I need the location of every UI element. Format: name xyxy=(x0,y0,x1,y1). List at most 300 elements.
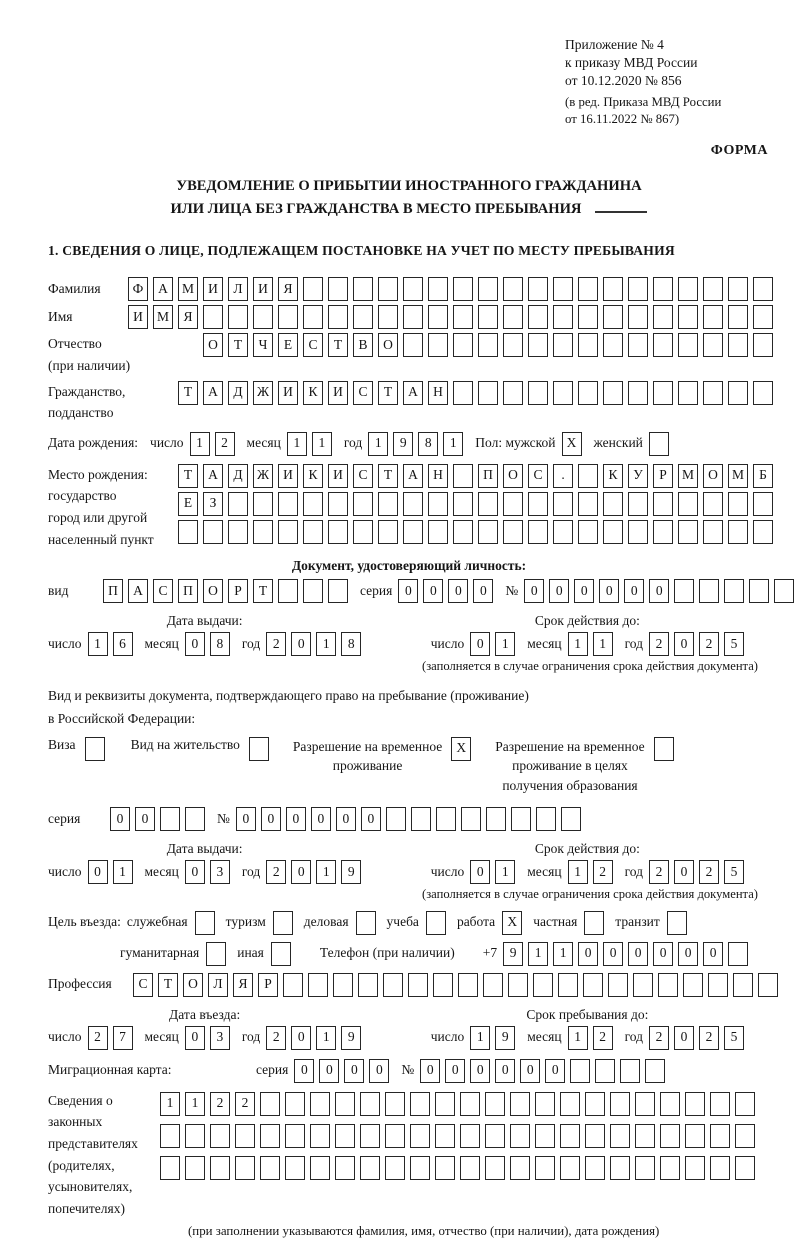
char-cell[interactable] xyxy=(185,807,205,831)
char-cell[interactable]: Т xyxy=(253,579,273,603)
char-cell[interactable] xyxy=(328,277,348,301)
tourism-checkbox[interactable] xyxy=(273,911,293,935)
char-cell[interactable] xyxy=(478,520,498,544)
char-cell[interactable] xyxy=(635,1156,655,1180)
char-cell[interactable] xyxy=(403,333,423,357)
char-cell[interactable] xyxy=(685,1156,705,1180)
char-cell[interactable]: 1 xyxy=(443,432,463,456)
permit-issue-year-cells[interactable] xyxy=(266,860,361,884)
char-cell[interactable]: Я xyxy=(178,305,198,329)
char-cell[interactable]: 9 xyxy=(495,1026,515,1050)
char-cell[interactable] xyxy=(703,277,723,301)
char-cell[interactable] xyxy=(195,911,215,935)
char-cell[interactable] xyxy=(578,464,598,488)
permit-expiry-month-cells[interactable] xyxy=(568,860,613,884)
char-cell[interactable] xyxy=(353,492,373,516)
char-cell[interactable] xyxy=(645,1059,665,1083)
char-cell[interactable] xyxy=(335,1156,355,1180)
char-cell[interactable] xyxy=(728,492,748,516)
char-cell[interactable]: 2 xyxy=(215,432,235,456)
char-cell[interactable] xyxy=(753,520,773,544)
char-cell[interactable] xyxy=(328,579,348,603)
char-cell[interactable] xyxy=(353,520,373,544)
char-cell[interactable] xyxy=(658,973,678,997)
char-cell[interactable]: 7 xyxy=(113,1026,133,1050)
char-cell[interactable] xyxy=(710,1124,730,1148)
char-cell[interactable] xyxy=(628,305,648,329)
char-cell[interactable] xyxy=(603,381,623,405)
char-cell[interactable]: X xyxy=(502,911,522,935)
char-cell[interactable]: О xyxy=(203,333,223,357)
char-cell[interactable]: 9 xyxy=(341,860,361,884)
char-cell[interactable] xyxy=(283,973,303,997)
char-cell[interactable]: 0 xyxy=(423,579,443,603)
char-cell[interactable] xyxy=(478,492,498,516)
char-cell[interactable]: А xyxy=(403,464,423,488)
char-cell[interactable] xyxy=(678,520,698,544)
char-cell[interactable]: 2 xyxy=(699,1026,719,1050)
char-cell[interactable]: 2 xyxy=(266,1026,286,1050)
business-checkbox[interactable] xyxy=(356,911,376,935)
char-cell[interactable] xyxy=(578,277,598,301)
char-cell[interactable] xyxy=(560,1156,580,1180)
char-cell[interactable] xyxy=(685,1124,705,1148)
representatives-row3-cells[interactable] xyxy=(160,1156,755,1180)
phone-cells[interactable] xyxy=(503,942,748,966)
char-cell[interactable] xyxy=(458,973,478,997)
char-cell[interactable] xyxy=(653,492,673,516)
char-cell[interactable] xyxy=(610,1124,630,1148)
char-cell[interactable]: 0 xyxy=(294,1059,314,1083)
char-cell[interactable] xyxy=(428,333,448,357)
char-cell[interactable] xyxy=(486,807,506,831)
char-cell[interactable] xyxy=(210,1156,230,1180)
char-cell[interactable]: 1 xyxy=(568,860,588,884)
char-cell[interactable] xyxy=(678,492,698,516)
char-cell[interactable] xyxy=(435,1156,455,1180)
study-checkbox[interactable] xyxy=(426,911,446,935)
char-cell[interactable]: 1 xyxy=(316,632,336,656)
birthplace-row3-cells[interactable] xyxy=(178,520,773,544)
char-cell[interactable]: Д xyxy=(228,381,248,405)
char-cell[interactable]: М xyxy=(728,464,748,488)
char-cell[interactable] xyxy=(678,381,698,405)
char-cell[interactable]: 0 xyxy=(445,1059,465,1083)
char-cell[interactable]: И xyxy=(253,277,273,301)
char-cell[interactable]: 2 xyxy=(699,860,719,884)
char-cell[interactable] xyxy=(485,1124,505,1148)
char-cell[interactable]: Н xyxy=(428,381,448,405)
char-cell[interactable] xyxy=(635,1124,655,1148)
char-cell[interactable] xyxy=(749,579,769,603)
char-cell[interactable]: 1 xyxy=(470,1026,490,1050)
char-cell[interactable] xyxy=(578,381,598,405)
char-cell[interactable] xyxy=(85,737,105,761)
char-cell[interactable] xyxy=(585,1124,605,1148)
stay-year-cells[interactable] xyxy=(649,1026,744,1050)
char-cell[interactable]: 0 xyxy=(473,579,493,603)
permit-issue-month-cells[interactable] xyxy=(185,860,230,884)
char-cell[interactable] xyxy=(578,492,598,516)
char-cell[interactable]: Р xyxy=(653,464,673,488)
char-cell[interactable]: Т xyxy=(178,464,198,488)
char-cell[interactable]: 0 xyxy=(524,579,544,603)
char-cell[interactable] xyxy=(426,911,446,935)
female-checkbox[interactable] xyxy=(649,432,669,456)
char-cell[interactable] xyxy=(328,305,348,329)
char-cell[interactable]: 0 xyxy=(649,579,669,603)
char-cell[interactable]: К xyxy=(303,464,323,488)
char-cell[interactable] xyxy=(585,1092,605,1116)
char-cell[interactable] xyxy=(503,520,523,544)
char-cell[interactable] xyxy=(453,305,473,329)
char-cell[interactable] xyxy=(403,520,423,544)
char-cell[interactable] xyxy=(253,305,273,329)
char-cell[interactable]: Т xyxy=(158,973,178,997)
char-cell[interactable] xyxy=(703,492,723,516)
char-cell[interactable] xyxy=(249,737,269,761)
char-cell[interactable]: М xyxy=(678,464,698,488)
char-cell[interactable] xyxy=(560,1124,580,1148)
char-cell[interactable]: Н xyxy=(428,464,448,488)
char-cell[interactable]: 0 xyxy=(291,1026,311,1050)
id-issue-month-cells[interactable] xyxy=(185,632,230,656)
char-cell[interactable] xyxy=(535,1092,555,1116)
char-cell[interactable] xyxy=(603,333,623,357)
permit-series-cells[interactable] xyxy=(110,807,205,831)
char-cell[interactable] xyxy=(273,911,293,935)
char-cell[interactable] xyxy=(774,579,794,603)
char-cell[interactable]: 1 xyxy=(553,942,573,966)
char-cell[interactable] xyxy=(703,520,723,544)
char-cell[interactable]: 9 xyxy=(341,1026,361,1050)
char-cell[interactable] xyxy=(460,1124,480,1148)
char-cell[interactable] xyxy=(408,973,428,997)
char-cell[interactable]: 0 xyxy=(135,807,155,831)
char-cell[interactable]: Я xyxy=(233,973,253,997)
char-cell[interactable] xyxy=(160,1156,180,1180)
char-cell[interactable] xyxy=(508,973,528,997)
char-cell[interactable]: 0 xyxy=(495,1059,515,1083)
char-cell[interactable] xyxy=(678,305,698,329)
char-cell[interactable] xyxy=(353,305,373,329)
char-cell[interactable] xyxy=(753,277,773,301)
char-cell[interactable] xyxy=(510,1156,530,1180)
char-cell[interactable]: 0 xyxy=(185,632,205,656)
char-cell[interactable] xyxy=(478,305,498,329)
representatives-row2-cells[interactable] xyxy=(160,1124,755,1148)
char-cell[interactable]: А xyxy=(403,381,423,405)
char-cell[interactable] xyxy=(733,973,753,997)
char-cell[interactable]: С xyxy=(528,464,548,488)
char-cell[interactable] xyxy=(428,520,448,544)
char-cell[interactable] xyxy=(570,1059,590,1083)
char-cell[interactable]: О xyxy=(203,579,223,603)
char-cell[interactable] xyxy=(728,381,748,405)
char-cell[interactable]: 8 xyxy=(418,432,438,456)
char-cell[interactable]: У xyxy=(628,464,648,488)
char-cell[interactable]: 0 xyxy=(185,1026,205,1050)
char-cell[interactable] xyxy=(435,1124,455,1148)
char-cell[interactable] xyxy=(510,1092,530,1116)
char-cell[interactable] xyxy=(203,305,223,329)
char-cell[interactable] xyxy=(758,973,778,997)
char-cell[interactable]: 0 xyxy=(236,807,256,831)
char-cell[interactable]: 0 xyxy=(319,1059,339,1083)
char-cell[interactable] xyxy=(285,1156,305,1180)
char-cell[interactable] xyxy=(628,277,648,301)
char-cell[interactable]: 0 xyxy=(448,579,468,603)
char-cell[interactable] xyxy=(378,305,398,329)
char-cell[interactable] xyxy=(728,520,748,544)
char-cell[interactable]: 2 xyxy=(593,860,613,884)
char-cell[interactable] xyxy=(428,277,448,301)
char-cell[interactable] xyxy=(503,492,523,516)
char-cell[interactable] xyxy=(533,973,553,997)
char-cell[interactable] xyxy=(633,973,653,997)
char-cell[interactable] xyxy=(335,1092,355,1116)
char-cell[interactable] xyxy=(260,1092,280,1116)
permit-expiry-year-cells[interactable] xyxy=(649,860,744,884)
id-issue-day-cells[interactable] xyxy=(88,632,133,656)
char-cell[interactable]: 0 xyxy=(603,942,623,966)
char-cell[interactable] xyxy=(303,277,323,301)
char-cell[interactable] xyxy=(303,520,323,544)
char-cell[interactable]: 5 xyxy=(724,1026,744,1050)
char-cell[interactable] xyxy=(253,492,273,516)
char-cell[interactable] xyxy=(235,1156,255,1180)
char-cell[interactable] xyxy=(553,277,573,301)
char-cell[interactable]: 1 xyxy=(316,860,336,884)
char-cell[interactable] xyxy=(735,1124,755,1148)
char-cell[interactable] xyxy=(308,973,328,997)
char-cell[interactable] xyxy=(271,942,291,966)
char-cell[interactable]: 1 xyxy=(528,942,548,966)
char-cell[interactable] xyxy=(628,333,648,357)
char-cell[interactable] xyxy=(635,1092,655,1116)
char-cell[interactable]: 8 xyxy=(210,632,230,656)
char-cell[interactable]: А xyxy=(203,464,223,488)
char-cell[interactable] xyxy=(303,579,323,603)
char-cell[interactable] xyxy=(649,432,669,456)
id-expiry-day-cells[interactable] xyxy=(470,632,515,656)
char-cell[interactable] xyxy=(461,807,481,831)
char-cell[interactable] xyxy=(260,1156,280,1180)
surname-cells[interactable] xyxy=(128,277,773,301)
patronymic-cells[interactable] xyxy=(203,333,773,357)
citizenship-cells[interactable] xyxy=(178,381,773,405)
char-cell[interactable]: Т xyxy=(378,464,398,488)
char-cell[interactable]: С xyxy=(133,973,153,997)
char-cell[interactable] xyxy=(628,492,648,516)
char-cell[interactable]: 0 xyxy=(344,1059,364,1083)
char-cell[interactable] xyxy=(360,1124,380,1148)
char-cell[interactable] xyxy=(378,520,398,544)
migration-series-cells[interactable] xyxy=(294,1059,389,1083)
char-cell[interactable] xyxy=(608,973,628,997)
char-cell[interactable]: 1 xyxy=(160,1092,180,1116)
char-cell[interactable] xyxy=(728,333,748,357)
other-checkbox[interactable] xyxy=(271,942,291,966)
char-cell[interactable]: С xyxy=(353,464,373,488)
char-cell[interactable]: 0 xyxy=(398,579,418,603)
char-cell[interactable] xyxy=(683,973,703,997)
char-cell[interactable] xyxy=(654,737,674,761)
char-cell[interactable] xyxy=(436,807,456,831)
char-cell[interactable]: 0 xyxy=(674,1026,694,1050)
char-cell[interactable] xyxy=(628,520,648,544)
char-cell[interactable]: 0 xyxy=(470,632,490,656)
char-cell[interactable]: 0 xyxy=(545,1059,565,1083)
char-cell[interactable] xyxy=(228,492,248,516)
temp-residence-edu-checkbox[interactable] xyxy=(654,737,674,761)
char-cell[interactable]: Е xyxy=(278,333,298,357)
stay-month-cells[interactable] xyxy=(568,1026,613,1050)
char-cell[interactable]: 0 xyxy=(703,942,723,966)
char-cell[interactable]: 0 xyxy=(678,942,698,966)
char-cell[interactable] xyxy=(206,942,226,966)
permit-number-cells[interactable] xyxy=(236,807,581,831)
work-checkbox[interactable] xyxy=(502,911,522,935)
char-cell[interactable] xyxy=(553,381,573,405)
char-cell[interactable]: К xyxy=(303,381,323,405)
char-cell[interactable] xyxy=(310,1124,330,1148)
char-cell[interactable]: Р xyxy=(228,579,248,603)
char-cell[interactable] xyxy=(385,1156,405,1180)
char-cell[interactable]: М xyxy=(153,305,173,329)
char-cell[interactable]: 2 xyxy=(266,632,286,656)
char-cell[interactable] xyxy=(558,973,578,997)
entry-month-cells[interactable] xyxy=(185,1026,230,1050)
char-cell[interactable]: Л xyxy=(228,277,248,301)
char-cell[interactable]: 9 xyxy=(503,942,523,966)
male-checkbox[interactable] xyxy=(562,432,582,456)
char-cell[interactable] xyxy=(578,305,598,329)
id-expiry-year-cells[interactable] xyxy=(649,632,744,656)
char-cell[interactable]: Б xyxy=(753,464,773,488)
birth-month-cells[interactable] xyxy=(287,432,332,456)
char-cell[interactable] xyxy=(403,277,423,301)
char-cell[interactable]: 5 xyxy=(724,632,744,656)
char-cell[interactable]: С xyxy=(153,579,173,603)
char-cell[interactable] xyxy=(603,277,623,301)
char-cell[interactable] xyxy=(453,464,473,488)
char-cell[interactable]: 2 xyxy=(593,1026,613,1050)
char-cell[interactable] xyxy=(453,381,473,405)
visa-checkbox[interactable] xyxy=(85,737,105,761)
char-cell[interactable] xyxy=(383,973,403,997)
char-cell[interactable] xyxy=(610,1156,630,1180)
char-cell[interactable]: 0 xyxy=(599,579,619,603)
char-cell[interactable] xyxy=(703,381,723,405)
char-cell[interactable]: Р xyxy=(258,973,278,997)
char-cell[interactable] xyxy=(278,305,298,329)
char-cell[interactable] xyxy=(278,579,298,603)
char-cell[interactable] xyxy=(653,333,673,357)
char-cell[interactable] xyxy=(528,492,548,516)
char-cell[interactable] xyxy=(460,1092,480,1116)
char-cell[interactable] xyxy=(433,973,453,997)
char-cell[interactable] xyxy=(385,1092,405,1116)
char-cell[interactable] xyxy=(753,305,773,329)
permit-expiry-day-cells[interactable] xyxy=(470,860,515,884)
char-cell[interactable] xyxy=(503,333,523,357)
char-cell[interactable]: Ф xyxy=(128,277,148,301)
char-cell[interactable] xyxy=(710,1092,730,1116)
char-cell[interactable]: X xyxy=(451,737,471,761)
entry-day-cells[interactable] xyxy=(88,1026,133,1050)
char-cell[interactable] xyxy=(303,305,323,329)
char-cell[interactable]: 0 xyxy=(261,807,281,831)
char-cell[interactable] xyxy=(403,305,423,329)
char-cell[interactable]: 5 xyxy=(724,860,744,884)
char-cell[interactable]: 8 xyxy=(341,632,361,656)
char-cell[interactable] xyxy=(360,1156,380,1180)
char-cell[interactable] xyxy=(385,1124,405,1148)
stay-day-cells[interactable] xyxy=(470,1026,515,1050)
char-cell[interactable] xyxy=(553,305,573,329)
char-cell[interactable] xyxy=(160,807,180,831)
char-cell[interactable] xyxy=(653,277,673,301)
char-cell[interactable]: Т xyxy=(328,333,348,357)
birth-day-cells[interactable] xyxy=(190,432,235,456)
char-cell[interactable]: З xyxy=(203,492,223,516)
char-cell[interactable]: Т xyxy=(378,381,398,405)
char-cell[interactable]: 0 xyxy=(291,632,311,656)
char-cell[interactable]: 2 xyxy=(649,632,669,656)
char-cell[interactable] xyxy=(410,1092,430,1116)
char-cell[interactable]: 1 xyxy=(287,432,307,456)
char-cell[interactable]: 0 xyxy=(674,632,694,656)
char-cell[interactable]: 0 xyxy=(420,1059,440,1083)
char-cell[interactable]: 2 xyxy=(235,1092,255,1116)
char-cell[interactable] xyxy=(378,277,398,301)
char-cell[interactable] xyxy=(603,305,623,329)
char-cell[interactable] xyxy=(735,1092,755,1116)
char-cell[interactable]: И xyxy=(128,305,148,329)
char-cell[interactable]: 0 xyxy=(674,860,694,884)
char-cell[interactable] xyxy=(278,492,298,516)
char-cell[interactable]: И xyxy=(328,381,348,405)
given-name-cells[interactable] xyxy=(128,305,773,329)
char-cell[interactable] xyxy=(595,1059,615,1083)
char-cell[interactable]: 0 xyxy=(574,579,594,603)
char-cell[interactable] xyxy=(536,807,556,831)
char-cell[interactable]: О xyxy=(378,333,398,357)
char-cell[interactable] xyxy=(628,381,648,405)
char-cell[interactable] xyxy=(310,1092,330,1116)
char-cell[interactable]: С xyxy=(353,381,373,405)
char-cell[interactable] xyxy=(699,579,719,603)
char-cell[interactable] xyxy=(703,333,723,357)
char-cell[interactable] xyxy=(411,807,431,831)
birthplace-row2-cells[interactable] xyxy=(178,492,773,516)
char-cell[interactable] xyxy=(235,1124,255,1148)
char-cell[interactable]: 0 xyxy=(291,860,311,884)
char-cell[interactable] xyxy=(660,1156,680,1180)
char-cell[interactable]: Ж xyxy=(253,381,273,405)
char-cell[interactable] xyxy=(503,381,523,405)
char-cell[interactable]: 9 xyxy=(393,432,413,456)
private-checkbox[interactable] xyxy=(584,911,604,935)
doc-type-cells[interactable] xyxy=(103,579,348,603)
char-cell[interactable]: Я xyxy=(278,277,298,301)
char-cell[interactable] xyxy=(403,492,423,516)
char-cell[interactable] xyxy=(435,1092,455,1116)
char-cell[interactable] xyxy=(553,520,573,544)
char-cell[interactable] xyxy=(585,1156,605,1180)
char-cell[interactable] xyxy=(653,381,673,405)
